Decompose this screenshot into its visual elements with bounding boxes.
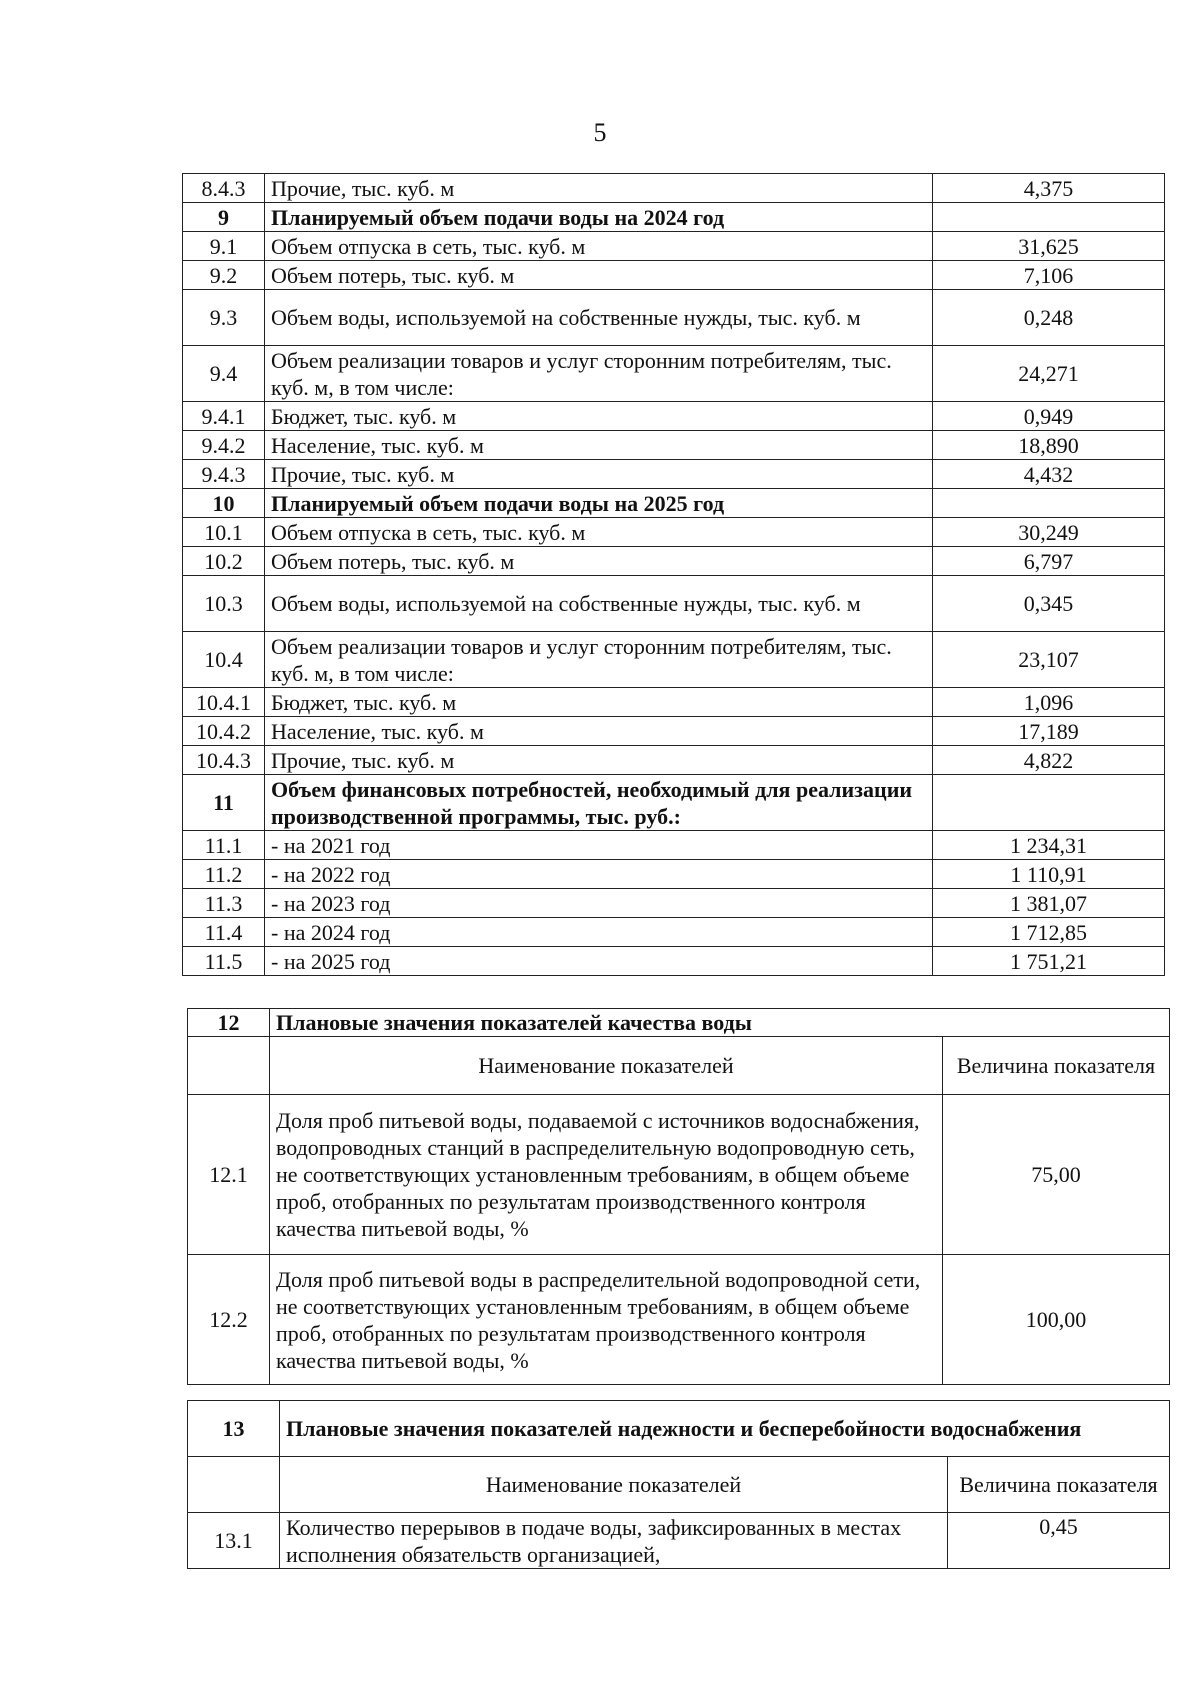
row-value: 18,890 xyxy=(933,431,1165,460)
row-value xyxy=(933,775,1165,831)
column-header-row xyxy=(188,1457,1170,1513)
row-number: 11.1 xyxy=(183,831,265,860)
row-value: 1 381,07 xyxy=(933,889,1165,918)
header-name-cell: Наименование показателей xyxy=(270,1037,943,1095)
row-number: 9.4.2 xyxy=(183,431,265,460)
row-number: 9.3 xyxy=(183,290,265,346)
row-number: 11.4 xyxy=(183,918,265,947)
row-label: Объем реализации товаров и услуг сторонним потребителям, тыс. куб. м, в том числе: xyxy=(265,632,933,688)
table-row xyxy=(183,518,1165,547)
row-number: 11.5 xyxy=(183,947,265,976)
table-row xyxy=(183,431,1165,460)
section-header-row xyxy=(188,1401,1170,1457)
row-value: 24,271 xyxy=(933,346,1165,402)
production-program-table xyxy=(182,173,1165,976)
table-row xyxy=(183,460,1165,489)
row-label: Объем воды, используемой на собственные нужды, тыс. куб. м xyxy=(265,576,933,632)
table-row xyxy=(183,717,1165,746)
row-value: 1,096 xyxy=(933,688,1165,717)
table-row xyxy=(183,576,1165,632)
row-number: 11 xyxy=(183,775,265,831)
row-value: 7,106 xyxy=(933,261,1165,290)
row-label: Планируемый объем подачи воды на 2024 год xyxy=(265,203,933,232)
row-value: 6,797 xyxy=(933,547,1165,576)
row-number: 10 xyxy=(183,489,265,518)
section-title: Плановые значения показателей качества воды xyxy=(270,1009,1170,1037)
row-number: 9.4.3 xyxy=(183,460,265,489)
row-label: Прочие, тыс. куб. м xyxy=(265,460,933,489)
row-label: - на 2024 год xyxy=(265,918,933,947)
row-number: 10.1 xyxy=(183,518,265,547)
header-value-cell: Величина показателя xyxy=(948,1457,1170,1513)
row-number: 9.1 xyxy=(183,232,265,261)
table-row xyxy=(183,746,1165,775)
row-value: 4,822 xyxy=(933,746,1165,775)
row-value: 0,345 xyxy=(933,576,1165,632)
row-number: 11.2 xyxy=(183,860,265,889)
row-label: Объем отпуска в сеть, тыс. куб. м xyxy=(265,232,933,261)
row-label: Население, тыс. куб. м xyxy=(265,431,933,460)
row-label: Прочие, тыс. куб. м xyxy=(265,174,933,203)
table-row xyxy=(183,232,1165,261)
table-row xyxy=(183,831,1165,860)
section-number: 13 xyxy=(188,1401,280,1457)
row-label: Бюджет, тыс. куб. м xyxy=(265,688,933,717)
row-number: 10.4.2 xyxy=(183,717,265,746)
row-value: 4,375 xyxy=(933,174,1165,203)
row-value: 0,248 xyxy=(933,290,1165,346)
column-header-row xyxy=(188,1037,1170,1095)
row-label: Объем отпуска в сеть, тыс. куб. м xyxy=(265,518,933,547)
table-row xyxy=(183,775,1165,831)
row-number: 10.4.1 xyxy=(183,688,265,717)
row-label: - на 2022 год xyxy=(265,860,933,889)
table-row xyxy=(183,174,1165,203)
row-label: Объем реализации товаров и услуг сторонним потребителям, тыс. куб. м, в том числе: xyxy=(265,346,933,402)
table-row xyxy=(183,402,1165,431)
row-value: 30,249 xyxy=(933,518,1165,547)
table-row xyxy=(183,889,1165,918)
row-value xyxy=(933,203,1165,232)
table-row xyxy=(183,290,1165,346)
header-name-cell: Наименование показателей xyxy=(280,1457,948,1513)
row-value: 1 110,91 xyxy=(933,860,1165,889)
reliability-table xyxy=(187,1400,1170,1569)
row-value: 17,189 xyxy=(933,717,1165,746)
table-row xyxy=(188,1095,1170,1255)
row-value: 100,00 xyxy=(943,1255,1170,1385)
table-row xyxy=(183,860,1165,889)
row-number: 10.4 xyxy=(183,632,265,688)
page-number: 5 xyxy=(593,118,607,147)
empty-cell xyxy=(188,1037,270,1095)
table-row xyxy=(183,688,1165,717)
table-row xyxy=(188,1255,1170,1385)
row-number: 12.2 xyxy=(188,1255,270,1385)
row-value: 0,949 xyxy=(933,402,1165,431)
row-value: 75,00 xyxy=(943,1095,1170,1255)
header-value-cell: Величина показателя xyxy=(943,1037,1170,1095)
table-row xyxy=(183,261,1165,290)
table-row xyxy=(188,1513,1170,1569)
row-label: Объем потерь, тыс. куб. м xyxy=(265,261,933,290)
row-value xyxy=(933,489,1165,518)
water-quality-table xyxy=(187,1008,1170,1385)
row-label: Население, тыс. куб. м xyxy=(265,717,933,746)
row-label: Прочие, тыс. куб. м xyxy=(265,746,933,775)
row-label: Количество перерывов в подаче воды, зафиксированных в местах исполнения обязательств организацией, xyxy=(280,1513,948,1569)
table-row xyxy=(183,203,1165,232)
row-value: 0,45 xyxy=(948,1513,1170,1569)
row-value: 4,432 xyxy=(933,460,1165,489)
row-number: 10.4.3 xyxy=(183,746,265,775)
table-row xyxy=(183,547,1165,576)
row-number: 12.1 xyxy=(188,1095,270,1255)
section-header-row xyxy=(188,1009,1170,1037)
section-number: 12 xyxy=(188,1009,270,1037)
empty-cell xyxy=(188,1457,280,1513)
row-label: Бюджет, тыс. куб. м xyxy=(265,402,933,431)
section-title: Плановые значения показателей надежности и бесперебойности водоснабжения xyxy=(280,1401,1170,1457)
table-row xyxy=(183,947,1165,976)
row-number: 9.4.1 xyxy=(183,402,265,431)
row-value: 31,625 xyxy=(933,232,1165,261)
row-label: - на 2023 год xyxy=(265,889,933,918)
table-row xyxy=(183,918,1165,947)
row-number: 9 xyxy=(183,203,265,232)
table-row xyxy=(183,632,1165,688)
row-value: 1 234,31 xyxy=(933,831,1165,860)
row-number: 10.2 xyxy=(183,547,265,576)
row-number: 9.4 xyxy=(183,346,265,402)
row-number: 13.1 xyxy=(188,1513,280,1569)
row-number: 10.3 xyxy=(183,576,265,632)
row-label: - на 2021 год xyxy=(265,831,933,860)
row-number: 11.3 xyxy=(183,889,265,918)
row-label: Объем финансовых потребностей, необходимый для реализации производственной программы, тыс. руб.: xyxy=(265,775,933,831)
row-label: Планируемый объем подачи воды на 2025 год xyxy=(265,489,933,518)
row-label: Объем потерь, тыс. куб. м xyxy=(265,547,933,576)
row-value: 23,107 xyxy=(933,632,1165,688)
row-label: Объем воды, используемой на собственные нужды, тыс. куб. м xyxy=(265,290,933,346)
row-label: Доля проб питьевой воды в распределительной водопроводной сети, не соответствующих установленным требованиям, в общем объеме проб, отобранных по результатам производственного контроля качества питьевой воды, % xyxy=(270,1255,943,1385)
row-number: 9.2 xyxy=(183,261,265,290)
table-row xyxy=(183,489,1165,518)
row-number: 8.4.3 xyxy=(183,174,265,203)
table-row xyxy=(183,346,1165,402)
row-value: 1 751,21 xyxy=(933,947,1165,976)
row-label: - на 2025 год xyxy=(265,947,933,976)
row-label: Доля проб питьевой воды, подаваемой с источников водоснабжения, водопроводных станций в распределительную водопроводную сеть, не соответствующих установленным требованиям, в общем объеме проб, отобранных по результатам производственного контроля качества питьевой воды, % xyxy=(270,1095,943,1255)
row-value: 1 712,85 xyxy=(933,918,1165,947)
